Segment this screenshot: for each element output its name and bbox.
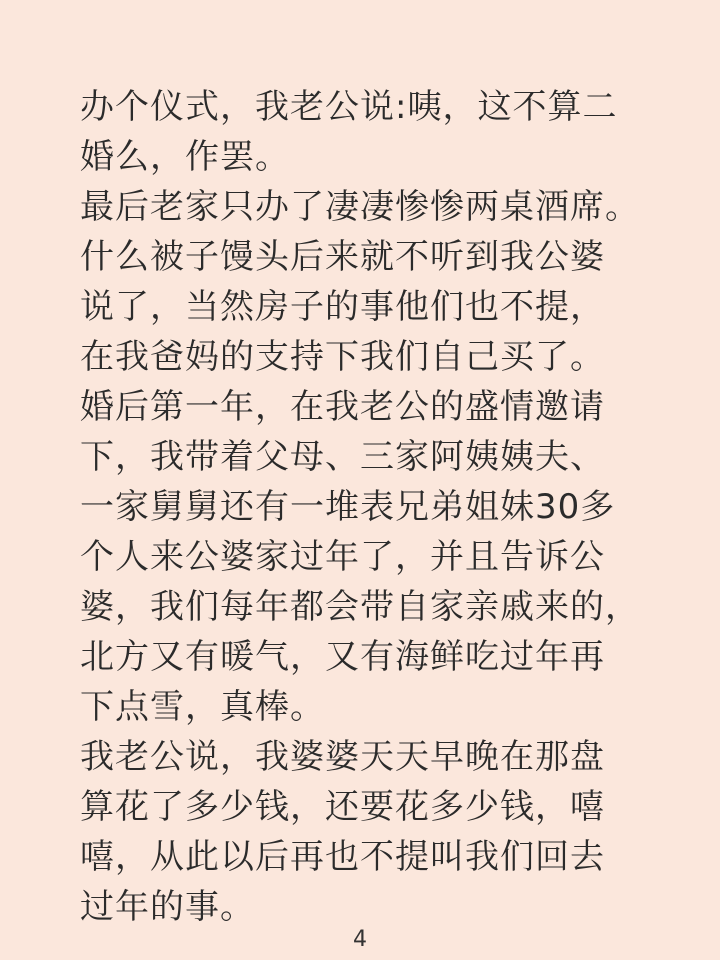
text-line: 最后老家只办了凄凄惨惨两桌酒席。 [80, 187, 640, 227]
text-line: 过年的事。 [80, 887, 255, 927]
text-line: 个人来公婆家过年了，并且告诉公 [80, 537, 605, 577]
text-line: 嘻，从此以后再也不提叫我们回去 [80, 837, 605, 877]
text-line: 一家舅舅还有一堆表兄弟姐妹30多 [80, 487, 616, 527]
text-line: 婚后第一年，在我老公的盛情邀请 [80, 387, 605, 427]
page-number: 4 [353, 927, 367, 952]
story-text [80, 82, 670, 932]
text-line: 说了，当然房子的事他们也不提， [80, 287, 605, 327]
text-line: 下，我带着父母、三家阿姨姨夫、 [80, 437, 605, 477]
text-line: 我老公说，我婆婆天天早晚在那盘 [80, 737, 605, 777]
text-line: 婚么，作罢。 [80, 137, 290, 177]
text-line: 下点雪，真棒。 [80, 687, 325, 727]
text-line: 北方又有暖气，又有海鲜吃过年再 [80, 637, 605, 677]
text-line: 办个仪式，我老公说:咦，这不算二 [80, 87, 618, 127]
text-line: 算花了多少钱，还要花多少钱，嘻 [80, 787, 605, 827]
text-line: 婆，我们每年都会带自家亲戚来的， [80, 587, 640, 627]
text-line: 在我爸妈的支持下我们自己买了。 [80, 337, 605, 377]
text-line: 什么被子馒头后来就不听到我公婆 [80, 237, 605, 277]
